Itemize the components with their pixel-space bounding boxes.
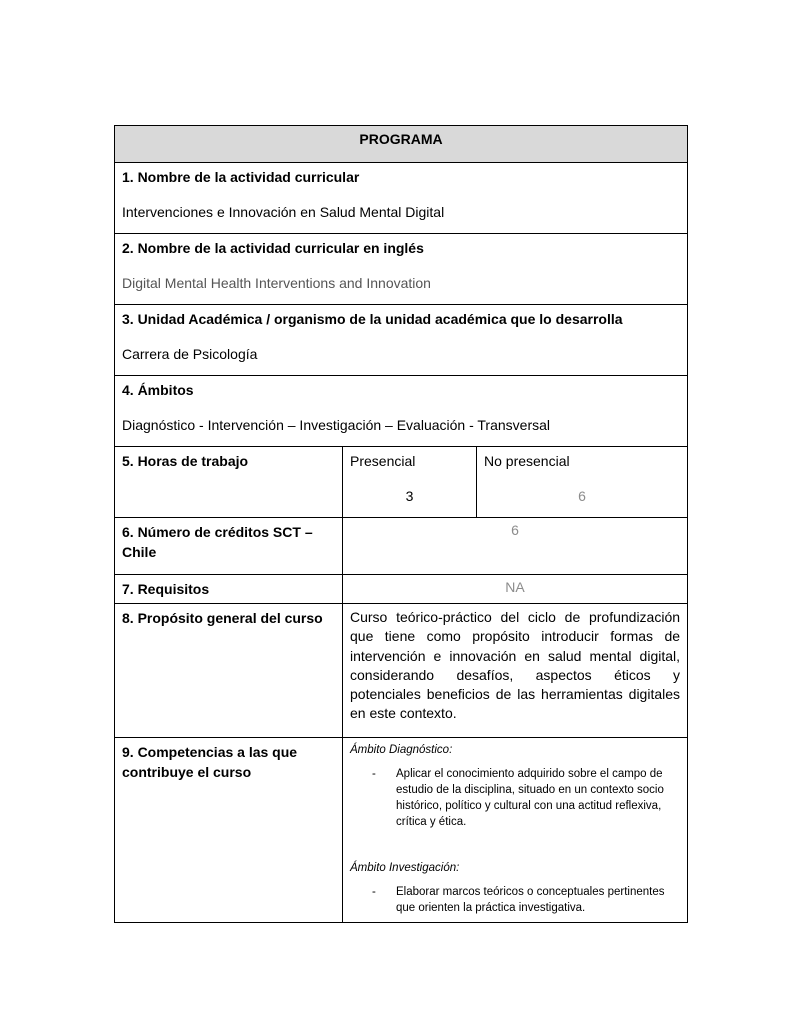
list-item: [350, 766, 676, 830]
section-7-row: [115, 575, 688, 604]
header-row: [115, 126, 688, 163]
section-6-value: 6: [343, 518, 688, 575]
section-4-label: 4. Ámbitos: [122, 382, 194, 398]
section-3-label: 3. Unidad Académica / organismo de la unidad académica que lo desarrolla: [122, 311, 623, 327]
bullet-dash: -: [372, 886, 376, 898]
ambito-diagnostico-list: [350, 766, 680, 830]
programa-table: [114, 125, 688, 923]
section-9-row: [115, 738, 688, 923]
competencias-cell: [343, 738, 688, 923]
section-5-label: 5. Horas de trabajo: [122, 453, 249, 469]
ambito-investigacion-list: [350, 884, 680, 916]
section-8-value: Curso teórico-práctico del ciclo de profundización que tiene como propósito introducir formas de intervención e innovación en salud mental digital, considerando desafíos, aspectos éticos y potenciales beneficios de las herramientas digitales en este contexto.: [343, 604, 688, 738]
presencial-label: Presencial: [350, 453, 416, 469]
section-1-row: [115, 163, 688, 234]
section-8-row: [115, 604, 688, 738]
section-4-value: Diagnóstico - Intervención – Investigación – Evaluación - Transversal: [122, 417, 550, 433]
list-item: [350, 884, 676, 916]
section-6-row: [115, 518, 688, 575]
section-6-label: 6. Número de créditos SCT – Chile: [122, 524, 313, 560]
competencia-text: Aplicar el conocimiento adquirido sobre el campo de estudio de la disciplina, situado en un contexto socio histórico, político y cultural con una actitud reflexiva, crítica y ética.: [396, 768, 664, 828]
presencial-value: 3: [405, 488, 414, 504]
section-1-label: 1. Nombre de la actividad curricular: [122, 169, 360, 185]
table-header: PROGRAMA: [115, 126, 688, 163]
section-8-label: 8. Propósito general del curso: [122, 610, 323, 626]
bullet-dash: -: [372, 768, 376, 780]
section-9-label: 9. Competencias a las que contribuye el curso: [122, 744, 298, 780]
section-2-value: Digital Mental Health Interventions and Innovation: [122, 275, 431, 291]
section-3-value: Carrera de Psicología: [122, 346, 258, 362]
section-4-row: [115, 376, 688, 447]
no-presencial-label: No presencial: [484, 453, 570, 469]
no-presencial-value: 6: [578, 488, 586, 504]
ambito-investigacion-title: Ámbito Investigación:: [350, 862, 460, 874]
section-5-row: [115, 447, 688, 518]
ambito-diagnostico-title: Ámbito Diagnóstico:: [350, 744, 453, 756]
section-7-label: 7. Requisitos: [122, 581, 210, 597]
section-2-row: [115, 234, 688, 305]
section-3-row: [115, 305, 688, 376]
competencia-text: Elaborar marcos teóricos o conceptuales pertinentes que orienten la práctica investigativa.: [396, 886, 665, 914]
section-2-label: 2. Nombre de la actividad curricular en inglés: [122, 240, 424, 256]
section-1-value: Intervenciones e Innovación en Salud Mental Digital: [122, 204, 445, 220]
section-7-value: NA: [343, 575, 688, 604]
